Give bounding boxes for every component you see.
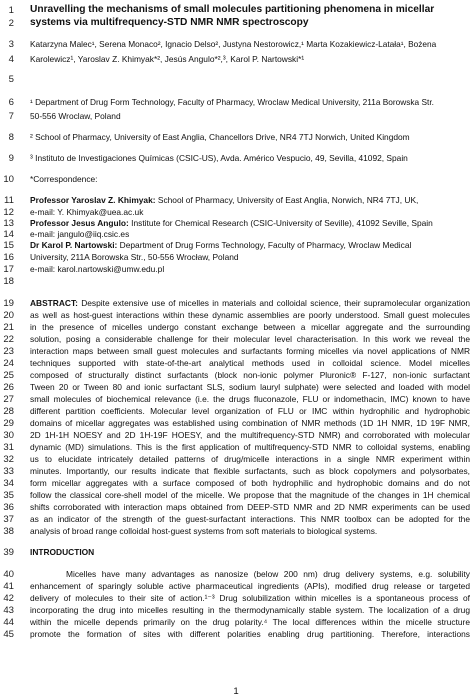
intro-line: delivery of molecules to their site of action.¹⁻³ Drug solubilization within micelles is a spontaneous process of [30,593,470,603]
abstract-text: Despite extensive use of micelles in materials and colloidal science, their supramolecular organization [77,298,470,308]
line-number: 31 [3,442,14,453]
line-number: 37 [3,514,14,525]
intro-line: enhancement of sparingly soluble active pharmaceutical ingredients (APIs), modified drug release or targeted [30,581,470,591]
line-number: 39 [3,547,14,558]
line-number: 33 [3,466,14,477]
line-number: 34 [3,478,14,489]
line-number: 23 [3,346,14,357]
abstract-line: as an indicator of the strength of the guest-surfactant interactions. This NMR toolbox can be adopted for the [30,514,470,524]
abstract-line: Tween 20 or Tween 80 and ionic surfactant SLS, sodium lauryl sulphate) were selected and loaded with model [30,382,470,392]
line-number: 29 [3,418,14,429]
abstract-line: shifts corroborated with interaction maps obtained from DEEP-STD NMR and 2D NMR experiments can be used [30,502,470,512]
line-number: 30 [3,430,14,441]
abstract-line: different partition coefficients. Molecular level organization of FLU or IMC within hydrophilic and hydrophobic [30,406,470,416]
abstract-line: interaction maps between small guest molecules and surfactants forming micelles via novel applications of NMR [30,346,470,356]
correspondence-label: *Correspondence: [30,174,98,184]
line-number: 27 [3,394,14,405]
line-number: 5 [8,74,14,85]
line-number: 16 [3,252,14,263]
line-number: 19 [3,298,14,309]
affiliation-3: ³ Instituto de Investigaciones Químicas (CSIC-US), Avda. Américo Vespucio, 49, Sevilla, 41092, Spain [30,153,408,163]
line-number: 11 [4,195,14,206]
abstract-line: form micellar aggregates with a surface composed of both hydrophilic and hydrophobic domains and do not [30,478,470,488]
line-number: 24 [3,358,14,369]
abstract-line: analysis of broad range colloidal host-guest systems from soft materials to biological systems. [30,526,378,536]
contact-address: School of Pharmacy, University of East Anglia, Norwich, NR4 7TJ, UK, [155,195,419,205]
contact-address: Department of Drug Forms Technology, Faculty of Pharmacy, Wroclaw Medical [117,240,412,250]
abstract-line: 2D 1H-1H NOESY and 2D 1H-19F HOESY, and the multifrequency-STD NMR) and corroborated with molecular [30,430,470,440]
line-number: 6 [8,97,14,108]
abstract-line: dynamic (MD) simulations. This is the first application of multifrequency-STD NMR to colloidal systems, enabling [30,442,470,452]
contact-email: e-mail: karol.nartowski@umw.edu.pl [30,264,165,274]
contact-address: Institute for Chemical Research (CSIC-University of Seville), 41092 Seville, Spain [128,218,433,228]
contact-nartowski [30,240,470,251]
line-number: 45 [3,629,14,640]
line-number: 36 [3,502,14,513]
paper-title-line: systems via multifrequency-STD NMR NMR spectroscopy [30,17,309,28]
abstract-line: techniques supported with state-of-the-art analytical methods used in colloidal science. Model micelles [30,358,470,368]
section-heading: INTRODUCTION [30,547,95,557]
abstract-line: domains of micellar aggregates was established using combination of NMR methods (1D 1H NMR, 1D 19F NMR, [30,418,470,428]
abstract-line: in the presence of micelles undergo constant exchange between a micellar aggregate and the surrounding [30,322,470,332]
line-number: 17 [3,264,14,275]
affiliation-2: ² School of Pharmacy, University of East Anglia, Chancellors Drive, NR4 7TJ Norwich, United Kingdom [30,132,410,142]
line-number: 1 [8,5,14,16]
contact-khimyak [30,195,470,206]
line-number: 38 [3,526,14,537]
line-number: 43 [3,605,14,616]
authors-line: Karolewicz¹, Yaroslav Z. Khimyak*², Jesús Angulo*²,³, Karol P. Nartowski*¹ [30,54,305,64]
line-number: 9 [8,153,14,164]
abstract-line: follow the classical core-shell model of the micelle. We propose that the magnitude of the changes in 1H chemical [30,490,470,500]
abstract-line: minutes. Importantly, our results indicate that flexible surfactants, such as block copolymers and polysorbates, [30,466,470,476]
abstract-label: ABSTRACT: [30,298,78,308]
line-number: 3 [8,39,14,50]
affiliation-1-cont: 50-556 Wroclaw, Poland [30,111,121,121]
contact-name: Professor Yaroslav Z. Khimyak: [30,195,156,205]
abstract-line: us to elucidate intricately detailed patterns of drug/micelle interactions in a single NMR experiment within [30,454,470,464]
line-number: 25 [3,370,14,381]
contact-email: e-mail: Y. Khimyak@uea.ac.uk [30,207,144,217]
line-number: 14 [3,229,14,240]
line-number: 32 [3,454,14,465]
line-number: 21 [3,322,14,333]
intro-line: promote the formation of sites with different polarities enabling drug partitioning. Therefore, interactions [30,629,470,639]
abstract-line [30,298,470,309]
contact-address-cont: University, 211A Borowska Str., 50-556 Wrocław, Poland [30,252,239,262]
line-number: 28 [3,406,14,417]
line-number: 22 [3,334,14,345]
line-number: 2 [8,18,14,29]
line-number: 42 [3,593,14,604]
abstract-line: composed of structurally distinct surfactants (block non-ionic polymer Pluronic® F-127, non-ionic surfactant [30,370,470,380]
line-number: 13 [3,218,14,229]
page-number: 1 [233,686,239,697]
line-number: 8 [8,132,14,143]
line-number: 26 [3,382,14,393]
line-number: 44 [3,617,14,628]
intro-line: within the micelle depends primarily on the drug polarity.⁴ The local differences within the micelle structure [30,617,470,627]
line-number: 40 [3,569,14,580]
line-number: 12 [3,207,14,218]
contact-name: Dr Karol P. Nartowski: [30,240,118,250]
intro-line: incorporating the drug into micelles resulting in the thermodynamically stable system. The localization of a drug [30,605,470,615]
line-number: 41 [3,581,14,592]
abstract-line: as well as host-guest interactions within these dynamic assemblies are poorly understood. Small guest molecules [30,310,470,320]
line-number: 10 [3,174,14,185]
line-number: 35 [3,490,14,501]
paper-title-line: Unravelling the mechanisms of small molecules partitioning phenomena in micellar [30,4,435,15]
line-number: 4 [8,54,14,65]
contact-angulo [30,218,470,229]
intro-line: Micelles have many advantages as nanosize (below 200 nm) drug delivery systems, e.g. solubility [66,569,470,579]
contact-email: e-mail: jangulo@iiq.csic.es [30,229,130,239]
abstract-line: small molecules of biochemical relevance (i.e. the drugs fluconazole, FLU or indomethacin, IMC) known to have [30,394,470,404]
line-number: 20 [3,310,14,321]
affiliation-1: ¹ Department of Drug Form Technology, Faculty of Pharmacy, Wroclaw Medical University, 211a Borowska Str. [30,97,434,107]
line-number: 7 [8,111,14,122]
abstract-line: solution, posing a considerable challenge for their molecular level characterisation. In this work we reveal the [30,334,470,344]
line-number: 18 [3,276,14,287]
contact-name: Professor Jesus Angulo: [30,218,129,228]
authors-line: Katarzyna Malec¹, Serena Monaco², Ignacio Delso², Justyna Nestorowicz,¹ Marta Kozakiewicz-Latała¹, Bożena [30,39,437,49]
line-number: 15 [3,240,14,251]
